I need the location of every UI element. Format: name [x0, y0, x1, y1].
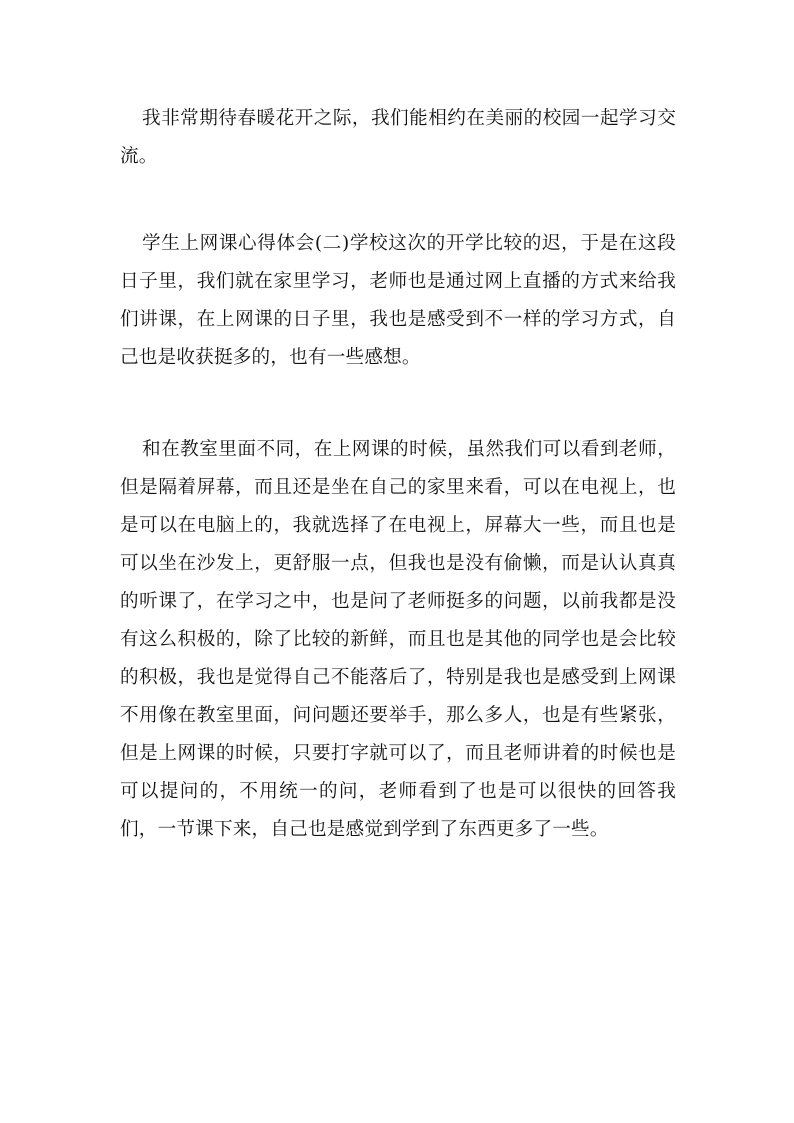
paragraph-1: 我非常期待春暖花开之际，我们能相约在美丽的校园一起学习交流。 [120, 108, 676, 167]
paragraph-3: 和在教室里面不同，在上网课的时候，虽然我们可以看到老师，但是隔着屏幕，而且还是坐在自己的家里来看，可以在电视上，也是可以在电脑上的，我就选择了在电视上，屏幕大一些，而且也是可以坐在沙发上，更舒服一点，但我也是没有偷懒，而是认认真真的听课了，在学习之中，也是问了老师挺多的问题，以前我都是没有这么积极的，除了比较的新鲜，而且也是其他的同学也是会比较的积极，我也是觉得自己不能落后了，特别是我也是感受到上网课不用像在教室里面，问问题还要举手，那么多人，也是有些紧张，但是上网课的时候，只要打字就可以了，而且老师讲着的时候也是可以提问的，不用统一的问，老师看到了也是可以很快的回答我们，一节课下来，自己也是感觉到学到了东西更多了一些。 [120, 439, 676, 840]
paragraph-2: 学生上网课心得体会(二)学校这次的开学比较的迟，于是在这段日子里，我们就在家里学习，老师也是通过网上直播的方式来给我们讲课，在上网课的日子里，我也是感受到不一样的学习方式，自己也是收获挺多的，也有一些感想。 [120, 233, 676, 368]
